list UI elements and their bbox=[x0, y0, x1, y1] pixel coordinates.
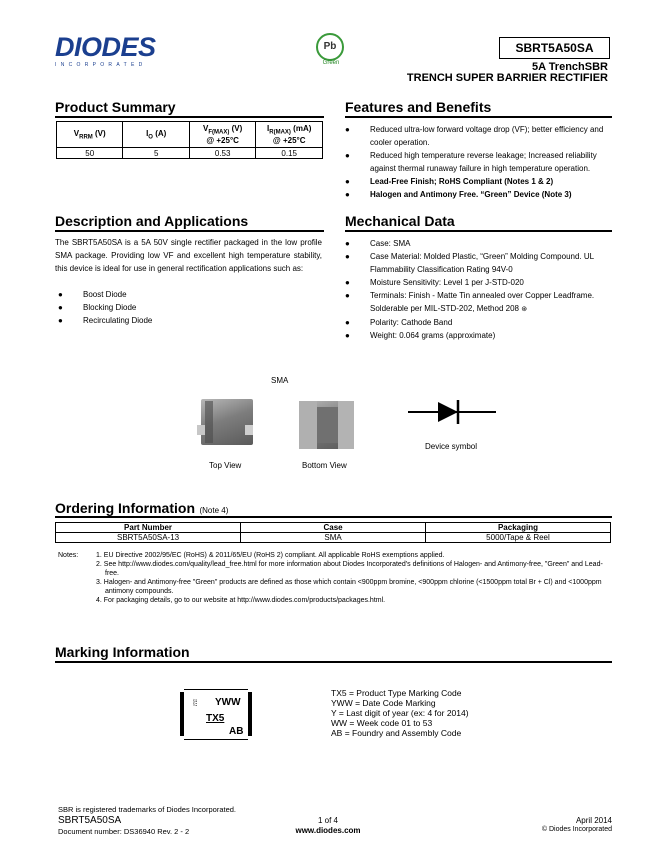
green-label: Green bbox=[322, 60, 340, 66]
chip-type-code: TX5 bbox=[206, 713, 225, 724]
legend-item: Y = Last digit of year (ex: 4 for 2014) bbox=[331, 708, 469, 718]
top-view-caption: Top View bbox=[209, 461, 242, 470]
list-item: ● Blocking Diode bbox=[58, 303, 137, 312]
chip-date-code: YWW bbox=[215, 697, 241, 708]
legend-item: YWW = Date Code Marking bbox=[331, 698, 436, 708]
notes-list bbox=[96, 551, 608, 605]
pb-free-small-icon: ⊛ bbox=[521, 306, 528, 313]
cell-io: 5 bbox=[123, 148, 189, 159]
marking-diagram bbox=[180, 689, 254, 738]
ordering-table bbox=[55, 522, 611, 543]
description-text: The SBRT5A50SA is a 5A 50V single rectifier packaged in the low profile SMA package. Providing low VF and excellent high temperature stability, this device is ideal for use in general rectification applications such as: bbox=[55, 238, 322, 273]
mechanical-list bbox=[345, 237, 613, 342]
pb-free-icon: Pb bbox=[316, 33, 344, 61]
note-item: 3. Halogen- and Antimony-free "Green" products are defined as those which contain <900ppm bromine, <900ppm chlorine (<1500ppm total Br + Cl) and <1000ppm antimony compounds. bbox=[96, 579, 602, 595]
legend-item: WW = Week code 01 to 53 bbox=[331, 718, 433, 728]
marking-title: Marking Information bbox=[55, 644, 190, 660]
list-item: ● Terminals: Finish - Matte Tin annealed over Copper Leadframe. Solderable per MIL-STD-202, Method 208 ⊛ bbox=[345, 291, 595, 313]
logo-text: DIODES bbox=[55, 32, 156, 62]
section-rule bbox=[55, 661, 612, 663]
header-vrrm: $V_{RRM}$ (V) bbox=[57, 122, 123, 148]
note-item: 2. See http://www.diodes.com/quality/lead_free.html for more information about Diodes Incorporated’s definitions of Halogen- and Antimony-free, "Green" and Lead-free. bbox=[96, 561, 603, 577]
list-item: ● Case: SMA bbox=[345, 239, 411, 248]
cell-part-number: SBRT5A50SA-13 bbox=[56, 533, 241, 543]
footer-website-link[interactable]: www.diodes.com bbox=[295, 826, 361, 835]
legend-item: TX5 = Product Type Marking Code bbox=[331, 688, 462, 698]
header-io: $I_O$ (A) bbox=[123, 122, 189, 148]
list-item: ● Halogen and Antimony Free. “Green” Device (Note 3) bbox=[345, 190, 572, 199]
list-item: ● Reduced ultra-low forward voltage drop (VF); better efficiency and cooler operation. bbox=[345, 125, 604, 147]
package-label: SMA bbox=[271, 376, 289, 385]
section-rule bbox=[55, 230, 324, 232]
product-summary-title: Product Summary bbox=[55, 99, 176, 115]
section-rule bbox=[55, 116, 324, 118]
table-row bbox=[57, 148, 323, 159]
cell-case: SMA bbox=[241, 533, 426, 543]
marking-legend bbox=[331, 688, 601, 738]
list-item: ● Lead-Free Finish; RoHS Compliant (Notes 1 & 2) bbox=[345, 177, 554, 186]
footer-part-number: SBRT5A50SA bbox=[58, 815, 122, 826]
diode-symbol-icon bbox=[408, 398, 498, 430]
notes-label: Notes: bbox=[58, 552, 79, 559]
applications-list bbox=[58, 288, 318, 327]
trademark-note: SBR is registered trademarks of Diodes Incorporated. bbox=[58, 805, 236, 814]
header-part-number: Part Number bbox=[56, 523, 241, 533]
list-item: ● Boost Diode bbox=[58, 290, 127, 299]
list-item: ● Weight: 0.064 grams (approximate) bbox=[345, 331, 496, 340]
diodes-mark-icon: ⦚⁞ bbox=[193, 698, 198, 708]
diodes-logo bbox=[55, 34, 170, 68]
cell-vf: 0.53 bbox=[189, 148, 256, 159]
note-item: 1. EU Directive 2002/95/EC (RoHS) & 2011/65/EU (RoHS 2) compliant. All applicable RoHS exemptions applied. bbox=[96, 552, 445, 559]
list-item: ● Recirculating Diode bbox=[58, 316, 153, 325]
subtitle-rectifier: TRENCH SUPER BARRIER RECTIFIER bbox=[406, 72, 608, 84]
section-rule bbox=[345, 116, 612, 118]
table-header-row bbox=[56, 523, 611, 533]
note-item: 4. For packaging details, go to our website at http://www.diodes.com/products/packages.html. bbox=[96, 597, 386, 604]
subtitle-trenchsbr: 5A TrenchSBR bbox=[531, 61, 608, 73]
device-symbol-caption: Device symbol bbox=[425, 442, 478, 451]
footer-page-number: 1 of 4 bbox=[317, 816, 338, 825]
header-case: Case bbox=[241, 523, 426, 533]
mechanical-title: Mechanical Data bbox=[345, 213, 455, 229]
header-vf: $V_{F(MAX)}$ (V) @ +25°C bbox=[189, 122, 256, 148]
footer-copyright: © Diodes Incorporated bbox=[541, 826, 612, 833]
list-item: ● Polarity: Cathode Band bbox=[345, 318, 453, 327]
part-number-box: SBRT5A50SA bbox=[499, 37, 610, 59]
product-summary-table bbox=[56, 121, 323, 159]
legend-item: AB = Foundry and Assembly Code bbox=[331, 728, 462, 738]
cell-vrrm: 50 bbox=[57, 148, 123, 159]
cell-packaging: 5000/Tape & Reel bbox=[425, 533, 610, 543]
description-title: Description and Applications bbox=[55, 213, 249, 229]
features-list bbox=[345, 123, 613, 201]
list-item: ● Moisture Sensitivity: Level 1 per J-STD-020 bbox=[345, 278, 524, 287]
header-packaging: Packaging bbox=[425, 523, 610, 533]
features-title: Features and Benefits bbox=[345, 99, 492, 115]
table-header-row bbox=[57, 122, 323, 148]
list-item: ● Reduced high temperature reverse leakage; Increased reliability against thermal runaway failure in high temperature operation. bbox=[345, 151, 597, 173]
footer-date: April 2014 bbox=[575, 816, 612, 825]
bottom-view-image bbox=[299, 401, 354, 449]
ordering-title: Ordering Information bbox=[55, 500, 195, 516]
section-rule bbox=[345, 230, 612, 232]
table-row bbox=[56, 533, 611, 543]
cell-ir: 0.15 bbox=[256, 148, 323, 159]
chip-assembly-code: AB bbox=[229, 726, 244, 737]
footer-document-number: Document number: DS36940 Rev. 2 - 2 bbox=[58, 827, 190, 836]
header-ir: $I_{R(MAX)}$ (mA) @ +25°C bbox=[256, 122, 323, 148]
logo-subtext: INCORPORATED bbox=[55, 62, 147, 68]
top-view-image bbox=[197, 399, 255, 448]
list-item: ● Case Material: Molded Plastic, “Green” Molding Compound. UL Flammability Classification Rating 94V-0 bbox=[345, 252, 594, 274]
bottom-view-caption: Bottom View bbox=[302, 461, 347, 470]
ordering-note-ref: (Note 4) bbox=[199, 506, 229, 515]
section-rule bbox=[55, 516, 612, 518]
